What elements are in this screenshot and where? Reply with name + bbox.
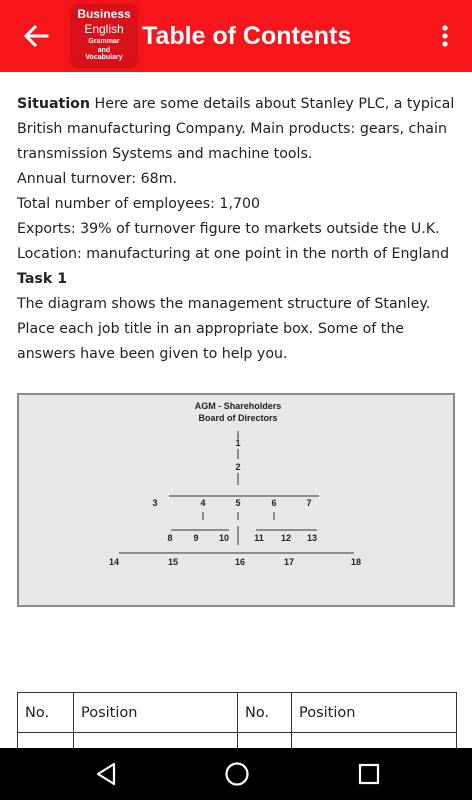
logo-line-and: and xyxy=(97,47,111,54)
table-header-no-2: No. xyxy=(238,693,292,733)
diagram-number-5: 5 xyxy=(235,498,241,508)
diagram-number-17: 17 xyxy=(283,557,295,567)
lesson-content xyxy=(17,92,457,367)
diagram-number-13: 13 xyxy=(306,533,318,543)
table-header-position-2: Position xyxy=(292,693,457,733)
diagram-number-7: 7 xyxy=(306,498,312,508)
diagram-number-8: 8 xyxy=(167,533,173,543)
home-circle-icon xyxy=(224,761,250,787)
logo-line-vocabulary: Vocabulary xyxy=(85,54,123,61)
more-vertical-icon xyxy=(441,24,449,48)
diagram-title-line2: Board of Directors xyxy=(198,413,278,423)
diagram-number-11: 11 xyxy=(254,533,264,543)
situation-text: Here are some details about Stanley PLC, a typical British manufacturing Company. Main products: gears, chain transmission Systems and machine tools. xyxy=(17,96,455,162)
diagram-number-6: 6 xyxy=(271,498,277,508)
situation-label: Situation xyxy=(17,96,91,112)
diagram-number-1: 1 xyxy=(235,438,241,448)
turnover-line: Annual turnover: 68m. xyxy=(17,171,178,187)
table-header-no-1: No. xyxy=(18,693,74,733)
app-logo xyxy=(72,4,136,66)
app-bar xyxy=(0,0,472,72)
logo-line-grammar: Grammar xyxy=(88,38,120,45)
diagram-number-10: 10 xyxy=(218,533,230,543)
diagram-number-15: 15 xyxy=(167,557,179,567)
diagram-number-14: 14 xyxy=(108,557,120,567)
system-navigation-bar xyxy=(0,748,472,800)
recents-square-icon xyxy=(357,762,381,786)
logo-line-english: English xyxy=(84,22,124,36)
diagram-number-18: 18 xyxy=(350,557,362,567)
nav-back-button[interactable] xyxy=(82,756,130,792)
nav-home-button[interactable] xyxy=(213,756,261,792)
table-header-row xyxy=(18,693,457,733)
back-button[interactable] xyxy=(14,16,58,56)
diagram-number-4: 4 xyxy=(200,498,206,508)
logo-line-business: Business xyxy=(77,7,131,21)
arrow-left-icon xyxy=(23,24,49,48)
org-structure-diagram xyxy=(17,393,455,607)
page-title: Table of Contents xyxy=(142,22,352,50)
diagram-title-line1: AGM - Shareholders xyxy=(194,401,282,411)
nav-recents-button[interactable] xyxy=(345,756,393,792)
overflow-menu-button[interactable] xyxy=(430,20,460,52)
employees-line: Total number of employees: 1,700 xyxy=(17,196,261,212)
task-heading: Task 1 xyxy=(17,271,68,287)
back-triangle-icon xyxy=(94,761,118,787)
task-text: The diagram shows the management structure of Stanley. Place each job title in an appropriate box. Some of the answers have been given to help you. xyxy=(17,296,431,362)
diagram-number-12: 12 xyxy=(280,533,292,543)
situation-paragraph xyxy=(17,92,457,167)
diagram-number-16: 16 xyxy=(234,557,246,567)
table-header-position-1: Position xyxy=(74,693,238,733)
location-line: Location: manufacturing at one point in the north of England xyxy=(17,246,450,262)
diagram-number-2: 2 xyxy=(235,462,241,472)
exports-line: Exports: 39% of turnover figure to markets outside the U.K. xyxy=(17,221,440,237)
diagram-number-9: 9 xyxy=(193,533,199,543)
diagram-number-3: 3 xyxy=(152,498,158,508)
